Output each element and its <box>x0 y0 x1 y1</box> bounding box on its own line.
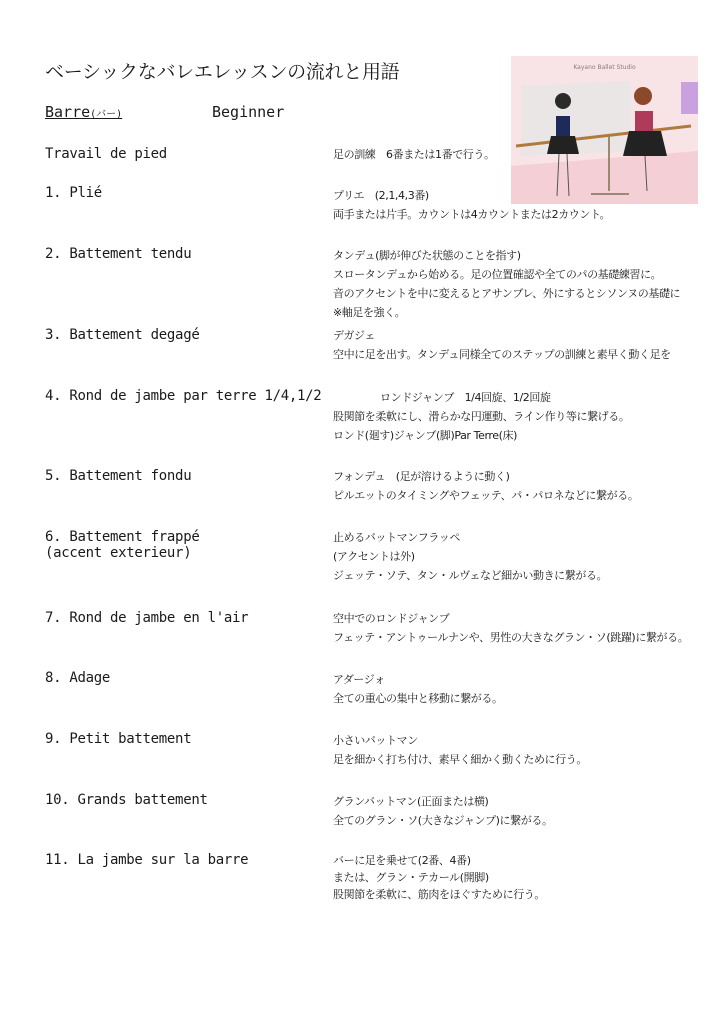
desc-line: 足の訓練 6番または1番で行う。 <box>333 148 495 161</box>
desc-travail-de-pied <box>333 145 495 164</box>
term-adage: 8. Adage <box>45 670 111 686</box>
desc-line: ※軸足を強く。 <box>333 306 406 319</box>
desc-rond-de-jambe-par-terre <box>333 407 629 445</box>
desc-line: タンデュ(脚が伸びた状態のことを指す) <box>333 249 521 262</box>
desc-battement-degage <box>333 326 671 364</box>
desc-line: アダージォ <box>333 673 385 686</box>
page-title: ベーシックなバレエレッスンの流れと用語 <box>45 61 400 83</box>
desc-battement-tendu <box>333 246 680 322</box>
term-plie: 1. Plié <box>45 185 102 201</box>
section-sub: (バー) <box>90 109 123 120</box>
term-battement-degage: 3. Battement degagé <box>45 327 200 343</box>
term-battement-fondu: 5. Battement fondu <box>45 468 192 484</box>
studio-caption: Kayano Ballet Studio <box>573 64 636 71</box>
desc-line: 股関節を柔軟に、筋肉をほぐすために行う。 <box>333 888 545 901</box>
desc-grands-battement <box>333 792 553 830</box>
desc-line: ロンド(廻す)ジャンブ(脚)Par Terre(床) <box>333 429 518 442</box>
term-grands-battement: 10. Grands battement <box>45 792 208 808</box>
section-heading <box>45 103 122 121</box>
term-petit-battement: 9. Petit battement <box>45 731 192 747</box>
desc-line: 全ての重心の集中と移動に繋がる。 <box>333 692 503 705</box>
ballet-illustration <box>511 56 698 204</box>
desc-line: フェッテ・アントゥールナンや、男性の大きなグラン・ソ(跳躍)に繋がる。 <box>333 631 689 644</box>
term-rond-de-jambe-par-terre: 4. Rond de jambe par terre 1/4,1/2 <box>45 388 322 404</box>
desc-battement-fondu <box>333 467 638 505</box>
section-label: Barre <box>45 103 91 121</box>
desc-line: 空中でのロンドジャンブ <box>333 612 450 625</box>
term-battement-tendu: 2. Battement tendu <box>45 246 192 262</box>
desc-line: 小さいバットマン <box>333 734 418 747</box>
term-battement-frappe <box>45 529 199 561</box>
desc-line: 両手または片手。カウントは4カウントまたは2カウント。 <box>333 208 611 221</box>
desc-head-rond-de-jambe: ロンドジャンブ 1/4回旋、1/2回旋 <box>380 391 551 404</box>
desc-line: グランバットマン(正面または横) <box>333 795 489 808</box>
desc-line: バーに足を乗せて(2番、4番) <box>333 854 471 867</box>
term-travail-de-pied: Travail de pied <box>45 146 167 162</box>
term-line: 6. Battement frappé <box>45 529 200 545</box>
desc-line: 股関節を柔軟にし、滑らかな円運動、ライン作り等に繋げる。 <box>333 410 630 423</box>
desc-line: 足を細かく打ち付け、素早く細かく動くために行う。 <box>333 753 587 766</box>
desc-la-jambe-sur-la-barre <box>333 852 545 903</box>
desc-plie <box>333 186 610 224</box>
desc-line: 空中に足を出す。タンデュ同様全てのステップの訓練と素早く動く足を <box>333 348 671 361</box>
desc-rond-de-jambe-en-lair <box>333 609 688 647</box>
desc-adage <box>333 670 503 708</box>
term-line: (accent exterieur) <box>45 545 192 561</box>
desc-line: デガジェ <box>333 329 375 342</box>
level-label: Beginner <box>212 103 285 121</box>
desc-line: 音のアクセントを中に変えるとアサンブレ、外にするとシソンヌの基礎に <box>333 287 681 300</box>
desc-line: プリエ (2,1,4,3番) <box>333 189 429 202</box>
desc-line: スロータンデュから始める。足の位置確認や全てのパの基礎練習に。 <box>333 268 662 281</box>
desc-line: 止めるバットマンフラッペ <box>333 531 460 544</box>
term-rond-de-jambe-en-lair: 7. Rond de jambe en l'air <box>45 610 249 626</box>
desc-line: (アクセントは外) <box>333 550 415 563</box>
desc-line: または、グラン・テカール(開脚) <box>333 871 489 884</box>
desc-line: 全てのグラン・ソ(大きなジャンプ)に繋がる。 <box>333 814 553 827</box>
dancers-at-barre-icon <box>511 56 698 204</box>
desc-petit-battement <box>333 731 587 769</box>
desc-battement-frappe <box>333 528 607 585</box>
desc-line: フォンデュ (足が溶けるように動く) <box>333 470 510 483</box>
desc-line: ピルエットのタイミングやフェッテ、パ・パロネなどに繋がる。 <box>333 489 639 502</box>
term-la-jambe-sur-la-barre: 11. La jambe sur la barre <box>45 852 249 868</box>
desc-line: ジェッテ・ソテ、タン・ルヴェなど細かい動きに繋がる。 <box>333 569 608 582</box>
